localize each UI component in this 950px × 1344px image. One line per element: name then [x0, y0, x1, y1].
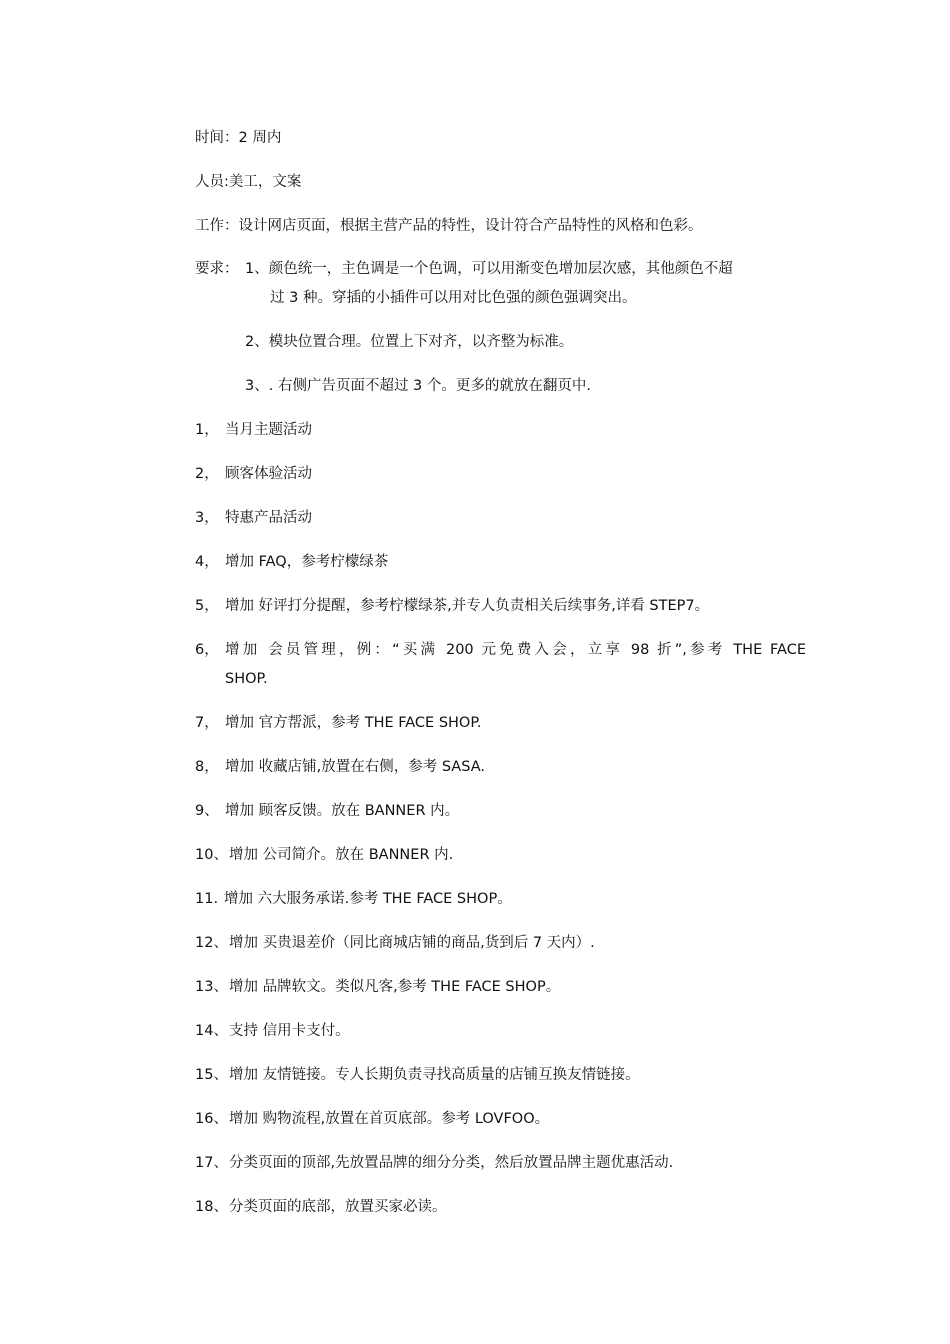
- list-item: 特惠产品活动: [225, 510, 312, 526]
- list-item-number: 10、: [195, 847, 228, 863]
- requirement-1-line-1: 1、颜色统一，主色调是一个色调，可以用渐变色增加层次感，其他颜色不超: [245, 261, 733, 277]
- list-item-number: 6，: [195, 642, 219, 658]
- list-item-number: 13、: [195, 979, 228, 995]
- time-line: 时间：2 周内: [195, 130, 282, 146]
- list-item: 增加 FAQ，参考柠檬绿茶: [225, 554, 389, 570]
- list-item-number: 15、: [195, 1067, 228, 1083]
- list-item-number: 18、: [195, 1199, 228, 1215]
- list-item: 支持 信用卡支付。: [229, 1023, 350, 1039]
- list-item-number: 4，: [195, 554, 219, 570]
- list-item-number: 11.: [195, 891, 219, 907]
- list-item: 分类页面的底部，放置买家必读。: [229, 1199, 447, 1215]
- list-item: 增加 友情链接。专人长期负责寻找高质量的店铺互换友情链接。: [229, 1067, 640, 1083]
- list-item: 增加 会员管理，例：“买满 200 元免费入会，立享 98 折”,参考 THE FACE: [225, 642, 806, 658]
- list-item: 增加 官方帮派，参考 THE FACE SHOP.: [225, 715, 482, 731]
- list-item-number: 7，: [195, 715, 219, 731]
- list-item: 增加 品牌软文。类似凡客,参考 THE FACE SHOP。: [229, 979, 561, 995]
- list-item-number: 14、: [195, 1023, 228, 1039]
- list-item: 增加 六大服务承诺.参考 THE FACE SHOP。: [224, 891, 512, 907]
- list-item-number: 17、: [195, 1155, 228, 1171]
- requirement-2: 2、模块位置合理。位置上下对齐，以齐整为标准。: [245, 334, 574, 350]
- list-item: 增加 购物流程,放置在首页底部。参考 LOVFOO。: [229, 1111, 550, 1127]
- list-item: 顾客体验活动: [225, 466, 312, 482]
- list-item-number: 2，: [195, 466, 219, 482]
- list-item-number: 1，: [195, 422, 219, 438]
- requirements-label: 要求：: [195, 261, 239, 277]
- list-item: 增加 顾客反馈。放在 BANNER 内。: [225, 803, 460, 819]
- work-line: 工作：设计网店页面，根据主营产品的特性，设计符合产品特性的风格和色彩。: [195, 218, 703, 234]
- list-item-number: 16、: [195, 1111, 228, 1127]
- list-item: 分类页面的顶部,先放置品牌的细分分类，然后放置品牌主题优惠活动.: [229, 1155, 674, 1171]
- list-item-number: 8，: [195, 759, 219, 775]
- list-item-continuation: SHOP.: [225, 671, 268, 687]
- list-item-number: 9、: [195, 803, 219, 819]
- list-item-number: 12、: [195, 935, 228, 951]
- people-line: 人员:美工，文案: [195, 174, 302, 190]
- requirement-1-line-2: 过 3 种。穿插的小插件可以用对比色强的颜色强调突出。: [270, 290, 637, 306]
- list-item-number: 5，: [195, 598, 219, 614]
- list-item-number: 3，: [195, 510, 219, 526]
- list-item: 增加 好评打分提醒，参考柠檬绿茶,并专人负责相关后续事务,详看 STEP7。: [225, 598, 710, 614]
- requirement-3: 3、. 右侧广告页面不超过 3 个。更多的就放在翻页中.: [245, 378, 591, 394]
- list-item: 增加 收藏店铺,放置在右侧，参考 SASA.: [225, 759, 485, 775]
- list-item: 增加 买贵退差价（同比商城店铺的商品,货到后 7 天内）.: [229, 935, 595, 951]
- list-item: 当月主题活动: [225, 422, 312, 438]
- list-item: 增加 公司简介。放在 BANNER 内.: [229, 847, 454, 863]
